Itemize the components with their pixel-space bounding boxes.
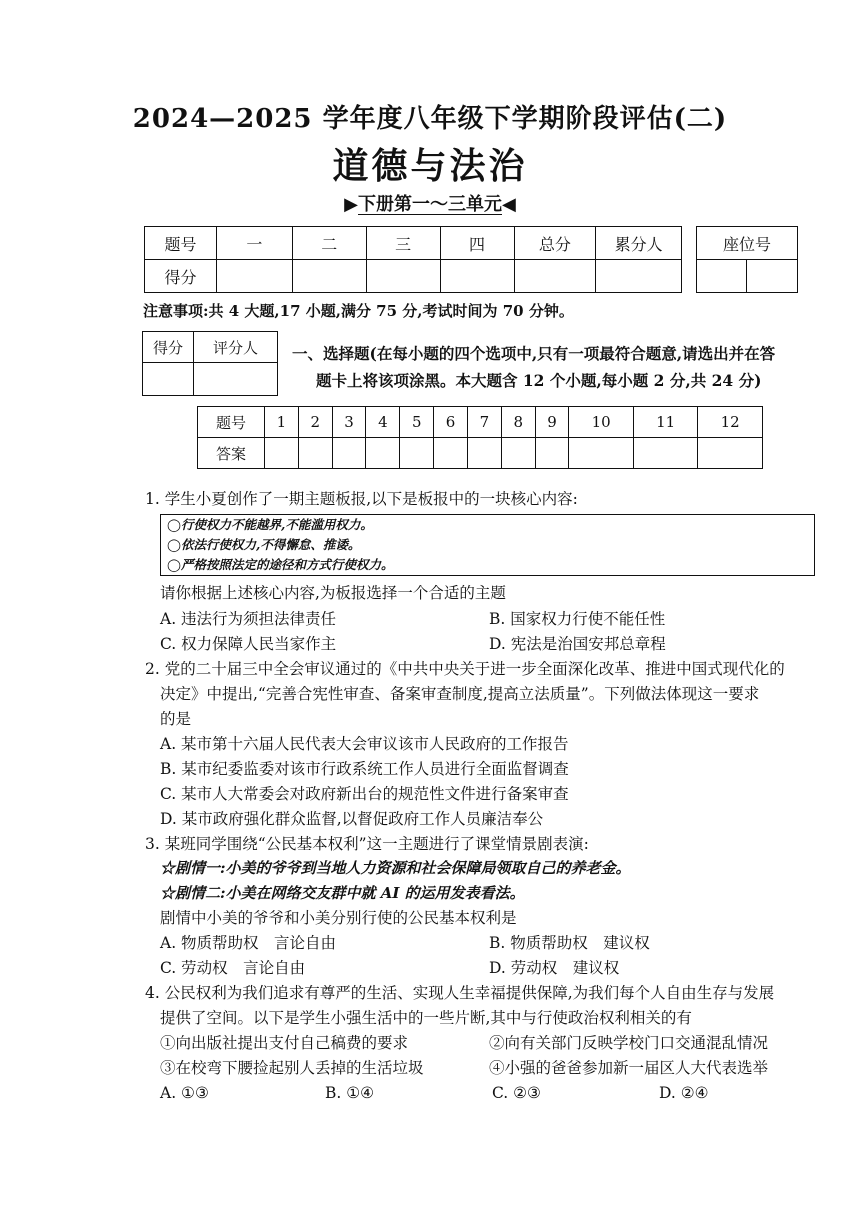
q4-option-b[interactable]: B. ①④	[325, 1084, 375, 1102]
seat-cell[interactable]	[697, 260, 747, 293]
answer-table	[197, 406, 763, 469]
exam-title: 2024—2025 学年度八年级下学期阶段评估(二)	[132, 104, 728, 134]
question-number: 9	[535, 407, 569, 438]
q3-stem: 3. 某班同学围绕“公民基本权利”这一主题进行了课堂情景剧表演:	[145, 835, 589, 853]
grader-score-label: 得分	[143, 332, 194, 363]
score-header: 二	[292, 227, 366, 260]
question-number: 11	[633, 407, 697, 438]
q1-option-a[interactable]: A. 违法行为须担法律责任	[160, 610, 337, 628]
q1-box-line: ◯依法行使权力,不得懈怠、推诿。	[167, 537, 361, 552]
section-line: 一、选择题(在每小题的四个选项中,只有一项最符合题意,请选出并在答	[292, 344, 776, 363]
question-number: 12	[698, 407, 763, 438]
question-number: 7	[467, 407, 501, 438]
question-number: 1	[265, 407, 299, 438]
scope-label	[0, 190, 860, 216]
answer-cell[interactable]	[467, 438, 501, 469]
q3-option-b[interactable]: B. 物质帮助权 建议权	[489, 934, 650, 952]
q4-option-c[interactable]: C. ②③	[492, 1084, 541, 1102]
scope-text: 下册第一～三单元	[358, 194, 502, 215]
score-cell[interactable]	[292, 260, 366, 293]
score-header: 一	[216, 227, 292, 260]
q1-option-b[interactable]: B. 国家权力行使不能任性	[489, 610, 666, 628]
q1-box-line: ◯行使权力不能越界,不能滥用权力。	[167, 517, 373, 532]
answer-cell[interactable]	[298, 438, 332, 469]
q3-prompt: 剧情中小美的爷爷和小美分别行使的公民基本权利是	[160, 909, 517, 927]
q3-option-c[interactable]: C. 劳动权 言论自由	[160, 959, 306, 977]
right-arrow-icon: ◀	[502, 194, 516, 215]
q2-stem-line: 2. 党的二十届三中全会审议通过的《中共中央关于进一步全面深化改革、推进中国式现代化的	[145, 660, 785, 678]
answer-row-label: 答案	[198, 438, 265, 469]
q4-item: ④小强的爸爸参加新一届区人大代表选举	[489, 1059, 769, 1077]
q3-option-a[interactable]: A. 物质帮助权 言论自由	[160, 934, 337, 952]
exam-notice: 注意事项:共 4 大题,17 小题,满分 75 分,考试时间为 70 分钟。	[143, 302, 574, 320]
question-number: 2	[298, 407, 332, 438]
question-number: 3	[332, 407, 366, 438]
answer-cell[interactable]	[569, 438, 633, 469]
score-header: 总分	[514, 227, 596, 260]
left-arrow-icon: ▶	[344, 194, 358, 215]
q4-item: ③在校弯下腰捡起别人丢掉的生活垃圾	[160, 1059, 424, 1077]
answer-cell[interactable]	[698, 438, 763, 469]
question-number: 10	[569, 407, 633, 438]
q4-option-d[interactable]: D. ②④	[659, 1084, 709, 1102]
q2-option-c[interactable]: C. 某市人大常委会对政府新出台的规范性文件进行备案审查	[160, 785, 569, 803]
score-header: 题号	[145, 227, 217, 260]
seat-table	[696, 226, 798, 293]
q1-option-d[interactable]: D. 宪法是治国安邦总章程	[489, 635, 666, 653]
q3-option-d[interactable]: D. 劳动权 建议权	[489, 959, 620, 977]
grader-name-label: 评分人	[194, 332, 278, 363]
q2-option-a[interactable]: A. 某市第十六届人民代表大会审议该市人民政府的工作报告	[160, 735, 569, 753]
q4-item: ①向出版社提出支付自己稿费的要求	[160, 1034, 409, 1052]
score-table	[144, 226, 682, 293]
q1-prompt: 请你根据上述核心内容,为板报选择一个合适的主题	[160, 584, 506, 602]
answer-row-label: 题号	[198, 407, 265, 438]
q2-stem-line: 决定》中提出,“完善合宪性审查、备案审查制度,提高立法质量”。下列做法体现这一要求	[160, 685, 760, 703]
score-cell[interactable]	[514, 260, 596, 293]
score-cell[interactable]	[596, 260, 682, 293]
q2-option-b[interactable]: B. 某市纪委监委对该市行政系统工作人员进行全面监督调查	[160, 760, 569, 778]
seat-label: 座位号	[697, 227, 798, 260]
question-number: 4	[366, 407, 400, 438]
score-cell[interactable]	[440, 260, 514, 293]
section-line: 题卡上将该项涂黑。本大题含 12 个小题,每小题 2 分,共 24 分)	[316, 371, 762, 390]
grader-score-cell[interactable]	[143, 363, 194, 396]
question-number: 8	[501, 407, 535, 438]
answer-cell[interactable]	[434, 438, 468, 469]
score-header: 四	[440, 227, 514, 260]
score-header: 三	[366, 227, 440, 260]
score-header: 累分人	[596, 227, 682, 260]
q3-scene-one: ☆剧情一:小美的爷爷到当地人力资源和社会保障局领取自己的养老金。	[160, 859, 631, 877]
q1-content-box	[160, 514, 815, 576]
answer-cell[interactable]	[501, 438, 535, 469]
q1-box-line: ◯严格按照法定的途径和方式行使权力。	[167, 557, 394, 572]
score-row-label: 得分	[145, 260, 217, 293]
q4-item: ②向有关部门反映学校门口交通混乱情况	[489, 1034, 769, 1052]
q4-stem-line: 提供了空间。以下是学生小强生活中的一些片断,其中与行使政治权利相关的有	[160, 1009, 692, 1027]
answer-cell[interactable]	[633, 438, 697, 469]
section-instructions	[292, 340, 775, 394]
subject-title: 道德与法治	[332, 145, 528, 187]
answer-cell[interactable]	[265, 438, 299, 469]
grader-name-cell[interactable]	[194, 363, 278, 396]
answer-cell[interactable]	[535, 438, 569, 469]
answer-cell[interactable]	[366, 438, 400, 469]
q1-stem: 1. 学生小夏创作了一期主题板报,以下是板报中的一块核心内容:	[145, 490, 578, 508]
q3-scene-two: ☆剧情二:小美在网络交友群中就 AI 的运用发表看法。	[160, 884, 525, 902]
answer-cell[interactable]	[332, 438, 366, 469]
q2-stem-line: 的是	[160, 710, 192, 728]
seat-cell[interactable]	[747, 260, 798, 293]
grader-table	[142, 331, 278, 396]
q2-option-d[interactable]: D. 某市政府强化群众监督,以督促政府工作人员廉洁奉公	[160, 810, 544, 828]
q4-option-a[interactable]: A. ①③	[160, 1084, 209, 1102]
q4-stem-line: 4. 公民权利为我们追求有尊严的生活、实现人生幸福提供保障,为我们每个人自由生存与发展	[145, 984, 775, 1002]
answer-cell[interactable]	[400, 438, 434, 469]
question-number: 6	[434, 407, 468, 438]
question-number: 5	[400, 407, 434, 438]
score-cell[interactable]	[216, 260, 292, 293]
score-cell[interactable]	[366, 260, 440, 293]
q1-option-c[interactable]: C. 权力保障人民当家作主	[160, 635, 337, 653]
